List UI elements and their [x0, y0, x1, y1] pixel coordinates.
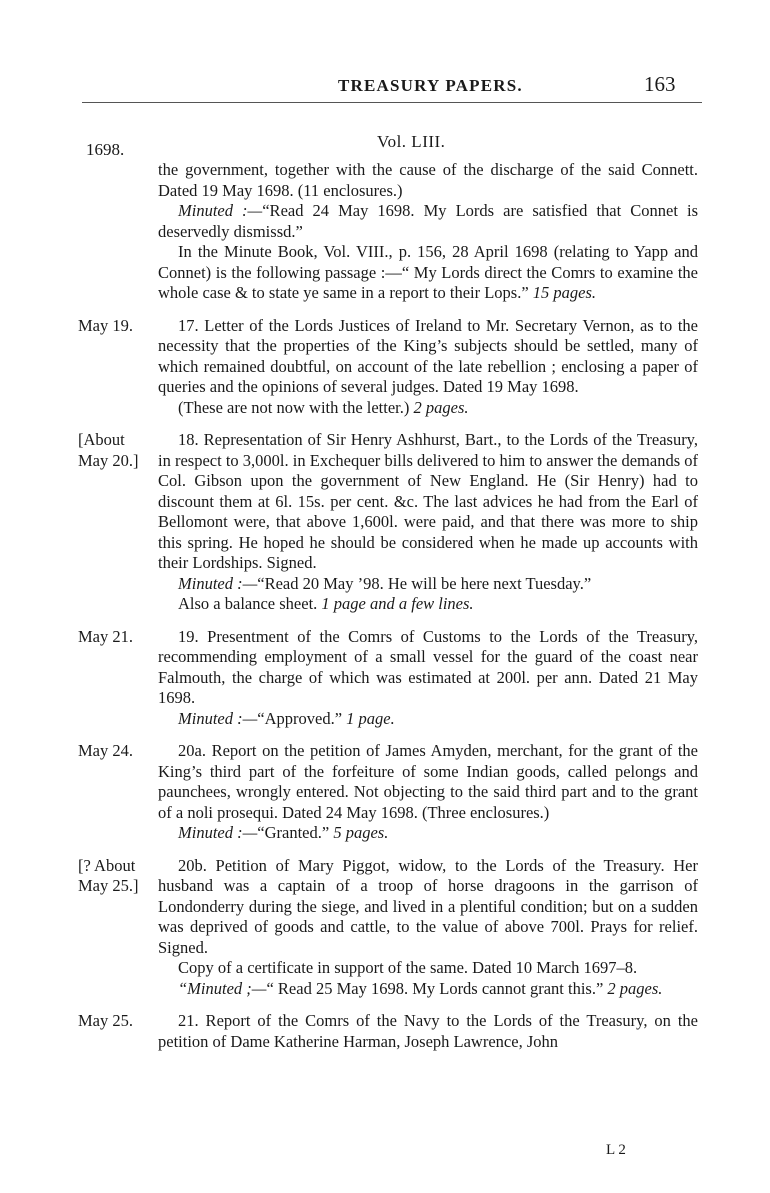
entry-paragraph: [158, 430, 698, 574]
page-count: 15 pages.: [532, 283, 597, 302]
page-number: 163: [644, 72, 676, 96]
running-head: [0, 72, 770, 100]
paragraph-text: Also a balance sheet.: [178, 594, 318, 613]
minute-label: Minuted :—: [178, 708, 258, 728]
entry-body: [158, 1011, 698, 1052]
entry-paragraph: [158, 574, 698, 595]
entry-paragraph: [158, 958, 698, 979]
entry-paragraph: [158, 201, 698, 242]
paragraph-text: (These are not now with the letter.): [178, 397, 410, 417]
minute-label: Minuted :—: [178, 573, 258, 593]
entry-paragraph: [158, 627, 698, 709]
signature-mark: L 2: [606, 1142, 626, 1158]
volume-label: Vol. LIII.: [377, 132, 446, 151]
entry-date: May 19.: [78, 315, 133, 335]
entry-paragraph: [158, 594, 698, 615]
paragraph-text: “ Read 25 May 1698. My Lords cannot grant this.”: [266, 978, 604, 998]
entry: [0, 741, 770, 844]
entry-paragraph: [158, 856, 698, 959]
entry-paragraph: [158, 316, 698, 398]
entry-body: [158, 741, 698, 844]
paragraph-text: “Approved.”: [257, 708, 343, 728]
page-count: 2 pages.: [413, 397, 469, 417]
entry-body: [158, 430, 698, 615]
paragraph-text: 20b. Petition of Mary Piggot, widow, to the Lords of the Treasury. Her husband was a captain of a troop of horse dragoons in the garrison of Londonderry during the siege, and lived in a plentiful condition; but on a sudden was deprived of goods and cattle, to the value of above 700l. Prays for relief. Signed.: [158, 855, 698, 957]
entry-body: [158, 160, 698, 304]
entry-date: May 25.: [78, 1011, 133, 1030]
entry-date: [About May 20.]: [78, 430, 139, 470]
header-rule: [82, 102, 702, 103]
entry-paragraph: [158, 979, 698, 1000]
entry-paragraph: [158, 398, 698, 419]
page-count: 1 page.: [346, 708, 395, 728]
entry: [0, 316, 770, 419]
entry: [0, 856, 770, 1000]
entry-body: [158, 627, 698, 730]
entry: [0, 160, 770, 304]
paragraph-text: 17. Letter of the Lords Justices of Ireland to Mr. Secretary Vernon, as to the necessity that the properties of the King’s subjects should be settled, many of which remained doubtful, on account of the late rebellion ; enclosing a paper of queries and the opinions of several judges. Dated 19 May 1698.: [158, 315, 698, 396]
entry-paragraph: [158, 823, 698, 844]
paragraph-text: In the Minute Book, Vol. VIII., p. 156, 28 April 1698 (relating to Yapp and Connet) is the following passage :—“ My Lords direct the Comrs to examine the whole case & to state ye same in a report to their Lops.”: [158, 242, 698, 302]
entry-paragraph: [158, 709, 698, 730]
entry-date: May 21.: [78, 626, 133, 646]
paragraph-text: the government, together with the cause of the discharge of the said Connett. Dated 19 May 1698. (11 enclosures.): [158, 160, 698, 200]
entry-paragraph: [158, 160, 698, 201]
entry-paragraph: [158, 741, 698, 823]
paragraph-text: 20a. Report on the petition of James Amyden, merchant, for the grant of the King’s third part of the forfeiture of some Indian goods, called pelongs and paunchees, wrongly entered. Not objecting to the said third part and to the grant of a noli prosequi. Dated 24 May 1698. (Three enclosures.): [158, 741, 698, 822]
entry-body: [158, 856, 698, 1000]
page-count: 1 page and a few lines.: [321, 594, 474, 613]
entry: [0, 430, 770, 615]
minute-label: Minuted :—: [178, 201, 263, 220]
paragraph-text: 21. Report of the Comrs of the Navy to the Lords of the Treasury, on the petition of Dame Katherine Harman, Joseph Lawrence, John: [158, 1011, 698, 1051]
entry-body: [158, 316, 698, 419]
paragraph-text: “Granted.”: [257, 823, 330, 842]
entry-paragraph: [158, 242, 698, 304]
entry-paragraph: [158, 1011, 698, 1052]
minute-label: “Minuted ;—: [178, 978, 267, 998]
paragraph-text: 18. Representation of Sir Henry Ashhurst, Bart., to the Lords of the Treasury, in respect to 3,000l. in Exchequer bills delivered to him to answer the demands of Col. Gibson upon the government of New England. He (Sir Henry) had to discount them at 6l. 15s. per cent. &c. The last advices he had from the Earl of Bellomont were, that above 1,600l. were paid, and that there was more to ship this spring. He hoped he should be considered when he made up accounts with their Lordships. Signed.: [158, 430, 698, 572]
paragraph-text: 19. Presentment of the Comrs of Customs to the Lords of the Treasury, recommending employment of a small vessel for the guard of the coast near Falmouth, the charge of which was estimated at 200l. per ann. Dated 21 May 1698.: [158, 626, 698, 707]
page-count: 2 pages.: [607, 978, 663, 998]
entry: [0, 627, 770, 730]
running-title: TREASURY PAPERS.: [338, 76, 523, 95]
entry: [0, 1011, 770, 1052]
minute-label: Minuted :—: [178, 823, 258, 842]
page-count: 5 pages.: [333, 823, 389, 842]
section-head: [0, 132, 770, 162]
paragraph-text: “Read 20 May ’98. He will be here next Tuesday.”: [257, 573, 592, 593]
entries-list: [0, 160, 770, 1064]
paragraph-text: “Read 24 May 1698. My Lords are satisfied that Connet is deservedly dismissd.”: [158, 201, 698, 241]
entry-date: [? About May 25.]: [78, 855, 139, 895]
entry-date: May 24.: [78, 741, 133, 760]
year-label: 1698.: [86, 140, 125, 159]
paragraph-text: Copy of a certificate in support of the same. Dated 10 March 1697–8.: [178, 958, 638, 977]
